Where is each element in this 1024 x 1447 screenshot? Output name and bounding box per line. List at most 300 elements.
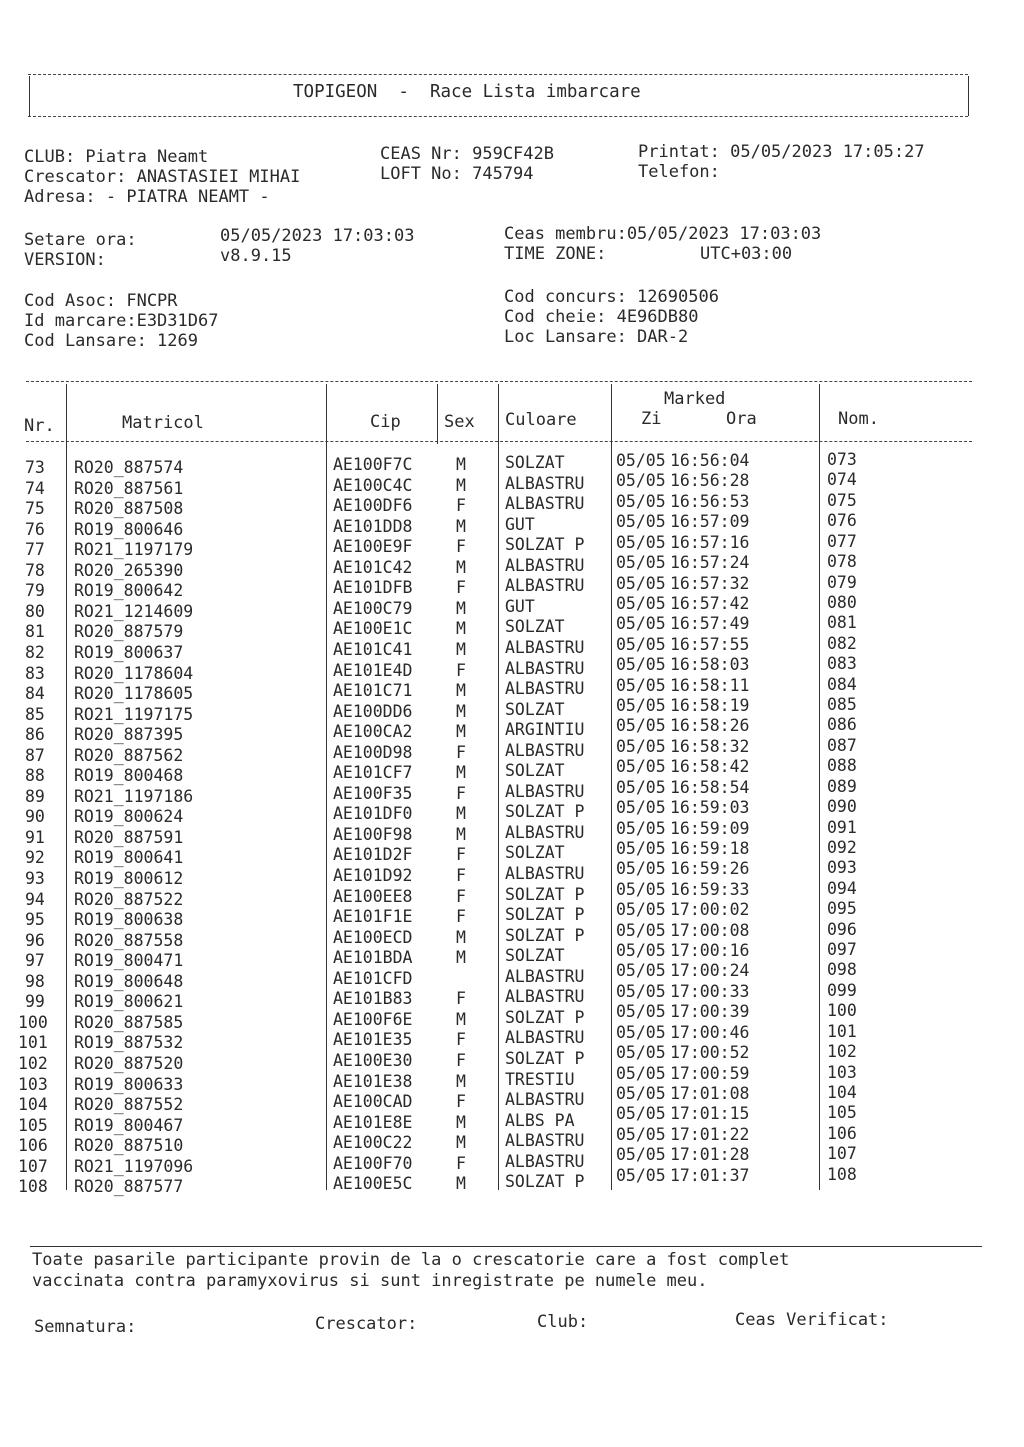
row-nr: 91 — [25, 827, 45, 847]
row-zi: 05/05 — [616, 593, 666, 613]
row-sex: F — [456, 783, 466, 803]
row-nr: 78 — [25, 560, 45, 580]
row-culoare: SOLZAT — [505, 843, 565, 863]
row-cip: AE101DFB — [333, 578, 413, 598]
row-ora: 16:57:16 — [670, 532, 750, 552]
row-sex: F — [456, 1153, 466, 1173]
row-zi: 05/05 — [616, 838, 666, 858]
row-cip: AE101D92 — [333, 866, 413, 885]
row-zi: 05/05 — [616, 1043, 666, 1063]
row-nom: 098 — [827, 960, 857, 980]
statement-line-2: vaccinata contra paramyxovirus si sunt inregistrate pe numele meu. — [32, 1271, 708, 1291]
row-nr: 107 — [18, 1156, 48, 1176]
row-cip: AE101E4D — [333, 660, 413, 680]
row-nom: 103 — [827, 1062, 857, 1082]
row-nom: 087 — [827, 735, 857, 755]
row-ora: 17:00:52 — [670, 1043, 750, 1063]
row-culoare: ALBASTRU — [505, 781, 585, 801]
row-ora: 16:58:26 — [670, 716, 750, 736]
row-matricol: RO19_800468 — [74, 766, 184, 786]
row-nom: 099 — [827, 980, 857, 1000]
row-culoare: SOLZAT P — [505, 1048, 585, 1068]
row-cip: AE101C41 — [333, 639, 413, 659]
row-ora: 16:56:53 — [670, 491, 750, 511]
row-ora: 17:01:15 — [670, 1104, 750, 1124]
row-sex: F — [456, 845, 466, 865]
row-ora: 16:58:54 — [670, 777, 750, 797]
row-sex: F — [456, 742, 466, 762]
row-zi: 05/05 — [616, 736, 666, 756]
row-matricol: RO20_887522 — [74, 889, 184, 909]
row-cip: AE100CAD — [333, 1092, 413, 1112]
row-ora: 16:56:04 — [670, 451, 750, 470]
row-zi: 05/05 — [616, 1002, 666, 1022]
row-zi: 05/05 — [616, 634, 666, 654]
row-matricol: RO20_887591 — [74, 827, 184, 847]
row-sex: F — [456, 886, 466, 906]
row-ora: 17:01:28 — [670, 1145, 750, 1165]
row-nom: 090 — [827, 797, 857, 817]
cod-concurs-field: Cod concurs: 12690506 — [504, 287, 719, 307]
row-zi: 05/05 — [616, 1063, 666, 1083]
row-ora: 16:57:55 — [670, 634, 750, 654]
row-ora: 16:56:28 — [670, 471, 750, 491]
row-matricol: RO20_887552 — [74, 1095, 184, 1115]
row-culoare: ALBASTRU — [505, 1131, 585, 1151]
row-cip: AE100E1C — [333, 619, 413, 639]
row-culoare: ALBASTRU — [505, 1028, 585, 1048]
row-nom: 077 — [827, 531, 857, 551]
row-nr: 98 — [25, 971, 45, 991]
row-nom: 094 — [827, 878, 857, 898]
row-matricol: RO21_1197175 — [74, 704, 194, 724]
row-nr: 90 — [25, 807, 45, 827]
time-zone-value: UTC+03:00 — [700, 244, 793, 264]
row-sex: M — [456, 681, 466, 701]
row-cip: AE100E9F — [333, 537, 413, 557]
row-nom: 097 — [827, 940, 857, 960]
row-ora: 16:57:49 — [670, 614, 750, 634]
row-nr: 88 — [25, 766, 45, 786]
row-cip: AE101BDA — [333, 948, 413, 968]
row-cip: AE101E38 — [333, 1071, 413, 1091]
row-zi: 05/05 — [616, 1124, 666, 1144]
row-nr: 89 — [25, 786, 45, 806]
row-zi: 05/05 — [616, 451, 666, 470]
club-field: CLUB: Piatra Neamt — [24, 147, 209, 167]
row-nom: 102 — [827, 1042, 857, 1062]
row-culoare: ALBASTRU — [505, 679, 585, 699]
row-ora: 16:59:18 — [670, 838, 750, 858]
row-nom: 105 — [827, 1103, 857, 1123]
row-zi: 05/05 — [616, 655, 666, 675]
adresa-field: Adresa: - PIATRA NEAMT - — [24, 187, 270, 207]
row-sex: F — [456, 1030, 466, 1050]
row-culoare: SOLZAT P — [505, 535, 585, 555]
row-ora: 17:01:37 — [670, 1165, 750, 1185]
col-header-culoare: Culoare — [505, 410, 577, 430]
row-zi: 05/05 — [616, 941, 666, 961]
col-header-marked: Marked — [664, 389, 726, 409]
col-header-sex: Sex — [444, 412, 475, 432]
club-signature-label: Club: — [537, 1312, 589, 1332]
row-culoare: ALBASTRU — [505, 1090, 585, 1110]
row-cip: AE100C4C — [333, 475, 413, 495]
row-cip: AE100ECD — [333, 927, 413, 947]
row-nr: 96 — [25, 930, 45, 950]
row-matricol: RO19_800646 — [74, 519, 184, 539]
row-nr: 94 — [25, 889, 45, 909]
row-nom: 084 — [827, 674, 857, 694]
row-nom: 078 — [827, 552, 857, 572]
row-culoare: SOLZAT P — [505, 1007, 585, 1027]
col-header-nom: Nom. — [838, 409, 879, 429]
version-value: v8.9.15 — [220, 246, 292, 266]
row-zi: 05/05 — [616, 1165, 666, 1185]
row-sex: M — [456, 516, 466, 536]
row-sex: M — [456, 455, 466, 474]
row-culoare: ALBASTRU — [505, 864, 585, 883]
row-ora: 17:00:24 — [670, 961, 750, 981]
row-nom: 075 — [827, 490, 857, 510]
page-title: TOPIGEON - Race Lista imbarcare — [293, 82, 641, 102]
row-cip: AE101B83 — [333, 989, 413, 1009]
row-ora: 17:00:59 — [670, 1063, 750, 1083]
row-sex: M — [456, 763, 466, 783]
row-ora: 16:57:24 — [670, 553, 750, 573]
row-sex: F — [456, 907, 466, 927]
row-culoare: ALBASTRU — [505, 658, 585, 678]
row-sex: M — [456, 598, 466, 618]
version-label: VERSION: — [24, 250, 106, 270]
row-ora: 16:59:03 — [670, 798, 750, 818]
row-zi: 05/05 — [616, 553, 666, 573]
row-nr: 101 — [18, 1033, 48, 1053]
row-nom: 100 — [827, 1001, 857, 1021]
row-sex: F — [456, 1092, 466, 1112]
row-sex: F — [456, 1050, 466, 1070]
cod-asoc-field: Cod Asoc: FNCPR — [24, 291, 178, 311]
row-sex: F — [456, 496, 466, 516]
row-culoare: SOLZAT P — [505, 1172, 585, 1192]
id-marcare-field: Id marcare:E3D31D67 — [24, 311, 219, 331]
row-cip: AE101DF0 — [333, 804, 413, 824]
row-matricol: RO20_887395 — [74, 725, 184, 745]
row-ora: 16:58:19 — [670, 696, 750, 716]
row-nr: 81 — [25, 622, 45, 642]
row-matricol: RO19_800612 — [74, 869, 184, 888]
row-cip: AE101F1E — [333, 907, 413, 927]
row-nr: 74 — [25, 478, 45, 498]
signature-label: Semnatura: — [34, 1317, 137, 1337]
row-nom: 081 — [827, 613, 857, 633]
row-ora: 16:58:03 — [670, 655, 750, 675]
statement-line-1: Toate pasarile participante provin de la o crescatorie care a fost complet — [32, 1250, 790, 1270]
row-matricol: RO20_887562 — [74, 745, 184, 765]
row-nom: 089 — [827, 776, 857, 796]
row-ora: 17:01:08 — [670, 1083, 750, 1103]
row-culoare: SOLZAT P — [505, 802, 585, 822]
row-culoare: SOLZAT P — [505, 884, 585, 904]
row-matricol: RO20_887520 — [74, 1053, 184, 1073]
row-matricol: RO21_1197179 — [74, 540, 194, 560]
title-box-bottom — [28, 116, 968, 117]
row-sex: M — [456, 927, 466, 947]
row-sex: M — [456, 1174, 466, 1194]
row-nr: 73 — [25, 458, 45, 477]
row-culoare: ALBASTRU — [505, 576, 585, 596]
row-culoare: SOLZAT — [505, 946, 565, 966]
col-header-zi: Zi — [641, 409, 662, 429]
row-sex: F — [456, 989, 466, 1009]
row-matricol: RO19_800471 — [74, 951, 184, 971]
row-nom: 082 — [827, 633, 857, 653]
row-matricol: RO19_800648 — [74, 971, 184, 991]
col-header-ora: Ora — [726, 409, 757, 429]
row-zi: 05/05 — [616, 1022, 666, 1042]
row-sex: F — [456, 578, 466, 598]
row-matricol: RO20_887579 — [74, 622, 184, 642]
row-ora: 16:57:09 — [670, 512, 750, 532]
row-sex: M — [456, 475, 466, 495]
row-zi: 05/05 — [616, 532, 666, 552]
row-cip: AE100F35 — [333, 783, 413, 803]
row-matricol: RO19_800642 — [74, 581, 184, 601]
row-nom: 079 — [827, 572, 857, 592]
row-nom: 104 — [827, 1082, 857, 1102]
row-ora: 17:00:02 — [670, 900, 750, 920]
crescator-field: Crescator: ANASTASIEI MIHAI — [24, 167, 301, 187]
col-sep-3 — [437, 384, 438, 444]
row-sex: M — [456, 804, 466, 824]
row-cip: AE100DD6 — [333, 701, 413, 721]
row-zi: 05/05 — [616, 961, 666, 981]
row-cip: AE100CA2 — [333, 722, 413, 742]
row-ora: 16:57:32 — [670, 573, 750, 593]
row-nr: 104 — [18, 1095, 48, 1115]
row-nom: 088 — [827, 756, 857, 776]
row-culoare: SOLZAT P — [505, 905, 585, 925]
row-nr: 86 — [25, 725, 45, 745]
row-culoare: ALBASTRU — [505, 822, 585, 842]
row-culoare: ALBASTRU — [505, 637, 585, 657]
row-sex: M — [456, 1071, 466, 1091]
row-cip: AE101CF7 — [333, 763, 413, 783]
row-nr: 82 — [25, 642, 45, 662]
col-header-matricol: Matricol — [122, 413, 204, 433]
row-cip: AE100E5C — [333, 1174, 413, 1194]
row-matricol: RO19_800633 — [74, 1074, 184, 1094]
cod-cheie-field: Cod cheie: 4E96DB80 — [504, 307, 699, 327]
row-matricol: RO19_800621 — [74, 992, 184, 1012]
telefon-field: Telefon: — [638, 162, 720, 182]
row-zi: 05/05 — [616, 798, 666, 818]
row-ora: 17:00:33 — [670, 981, 750, 1001]
row-cip: AE101C71 — [333, 681, 413, 701]
row-culoare: ALBASTRU — [505, 740, 585, 760]
ceas-membru-field: Ceas membru:05/05/2023 17:03:03 — [504, 224, 822, 244]
row-zi: 05/05 — [616, 675, 666, 695]
row-zi: 05/05 — [616, 512, 666, 532]
row-nr: 84 — [25, 684, 45, 704]
row-zi: 05/05 — [616, 471, 666, 491]
row-cip: AE101CFD — [333, 968, 413, 988]
row-matricol: RO19_800638 — [74, 910, 184, 930]
row-ora: 17:00:08 — [670, 920, 750, 940]
col-header-cip: Cip — [370, 412, 401, 432]
row-ora: 17:00:46 — [670, 1022, 750, 1042]
setare-ora-label: Setare ora: — [24, 230, 137, 250]
title-box-top — [28, 74, 968, 75]
row-ora: 16:58:11 — [670, 675, 750, 695]
col-header-nr: Nr. — [24, 416, 55, 436]
ceas-nr-field: CEAS Nr: 959CF42B — [380, 144, 554, 164]
row-nr: 80 — [25, 601, 45, 621]
row-culoare: SOLZAT P — [505, 925, 585, 945]
title-box-left — [29, 76, 30, 116]
row-cip: AE100F70 — [333, 1153, 413, 1173]
row-zi: 05/05 — [616, 777, 666, 797]
row-culoare: ALBASTRU — [505, 555, 585, 575]
row-zi: 05/05 — [616, 716, 666, 736]
row-nr: 76 — [25, 519, 45, 539]
row-culoare: ALBASTRU — [505, 473, 585, 493]
cod-lansare-field: Cod Lansare: 1269 — [24, 331, 198, 351]
row-nr: 106 — [18, 1136, 48, 1156]
row-nr: 75 — [25, 499, 45, 519]
row-nr: 85 — [25, 704, 45, 724]
row-cip: AE100DF6 — [333, 496, 413, 516]
row-cip: AE100C79 — [333, 598, 413, 618]
row-cip: AE100C22 — [333, 1133, 413, 1153]
row-nr: 103 — [18, 1074, 48, 1094]
row-matricol: RO20_887574 — [74, 458, 184, 477]
row-zi: 05/05 — [616, 491, 666, 511]
row-matricol: RO20_887561 — [74, 478, 184, 498]
row-matricol: RO20_887510 — [74, 1136, 184, 1156]
row-sex: M — [456, 722, 466, 742]
row-cip: AE100F98 — [333, 824, 413, 844]
row-nr: 83 — [25, 663, 45, 683]
row-nom: 086 — [827, 715, 857, 735]
row-sex: M — [456, 1112, 466, 1132]
row-zi: 05/05 — [616, 573, 666, 593]
row-nom: 091 — [827, 817, 857, 837]
row-sex: M — [456, 948, 466, 968]
row-matricol: RO21_1214609 — [74, 601, 194, 621]
row-culoare: ALBASTRU — [505, 987, 585, 1007]
table-top-rule — [26, 381, 972, 382]
row-nr: 79 — [25, 581, 45, 601]
row-zi: 05/05 — [616, 981, 666, 1001]
row-ora: 16:59:09 — [670, 818, 750, 838]
row-sex: M — [456, 639, 466, 659]
row-zi: 05/05 — [616, 696, 666, 716]
row-nom: 083 — [827, 654, 857, 674]
row-zi: 05/05 — [616, 757, 666, 777]
row-ora: 16:58:42 — [670, 757, 750, 777]
row-nr: 100 — [18, 1012, 48, 1032]
footer-rule — [30, 1246, 982, 1247]
row-zi: 05/05 — [616, 818, 666, 838]
loft-no-field: LOFT No: 745794 — [380, 164, 534, 184]
row-cip: AE101D2F — [333, 845, 413, 865]
row-nom: 080 — [827, 592, 857, 612]
row-nom: 096 — [827, 919, 857, 939]
row-ora: 16:59:33 — [670, 879, 750, 899]
row-zi: 05/05 — [616, 1104, 666, 1124]
row-nr: 95 — [25, 910, 45, 930]
row-cip: AE101DD8 — [333, 516, 413, 536]
row-culoare: GUT — [505, 596, 535, 616]
row-sex: M — [456, 619, 466, 639]
printat-field: Printat: 05/05/2023 17:05:27 — [638, 142, 925, 162]
row-culoare: ALBASTRU — [505, 966, 585, 986]
row-nr: 102 — [18, 1053, 48, 1073]
row-ora: 16:59:26 — [670, 859, 750, 879]
row-nr: 92 — [25, 848, 45, 868]
row-nr: 77 — [25, 540, 45, 560]
row-cip: AE101E35 — [333, 1030, 413, 1050]
row-cip: AE100D98 — [333, 742, 413, 762]
row-zi: 05/05 — [616, 859, 666, 879]
row-nr: 99 — [25, 992, 45, 1012]
row-nom: 073 — [827, 450, 857, 469]
row-culoare: ALBASTRU — [505, 1151, 585, 1171]
row-nom: 093 — [827, 858, 857, 878]
row-culoare: SOLZAT — [505, 453, 565, 472]
row-culoare: GUT — [505, 514, 535, 534]
row-sex: M — [456, 701, 466, 721]
row-cip: AE100E30 — [333, 1050, 413, 1070]
row-zi: 05/05 — [616, 920, 666, 940]
row-nom: 092 — [827, 837, 857, 857]
row-ora: 16:58:32 — [670, 736, 750, 756]
row-sex: M — [456, 1133, 466, 1153]
row-matricol: RO19_800641 — [74, 848, 184, 868]
row-culoare: ALBS PA — [505, 1110, 575, 1130]
row-matricol: RO20_265390 — [74, 560, 184, 580]
table-header-rule — [26, 441, 972, 442]
row-nom: 085 — [827, 695, 857, 715]
row-nom: 106 — [827, 1123, 857, 1143]
row-nr: 105 — [18, 1115, 48, 1135]
row-matricol: RO19_887532 — [74, 1033, 184, 1053]
row-nr: 97 — [25, 951, 45, 971]
time-zone-label: TIME ZONE: — [504, 244, 607, 264]
loc-lansare-field: Loc Lansare: DAR-2 — [504, 327, 689, 347]
row-sex: M — [456, 1009, 466, 1029]
row-culoare: SOLZAT — [505, 699, 565, 719]
row-sex: M — [456, 557, 466, 577]
row-culoare: ALBASTRU — [505, 494, 585, 514]
row-nr: 93 — [25, 869, 45, 888]
row-matricol: RO19_800624 — [74, 807, 184, 827]
row-sex: F — [456, 866, 466, 885]
row-cip: AE101C42 — [333, 557, 413, 577]
setare-ora-value: 05/05/2023 17:03:03 — [220, 226, 415, 246]
row-cip: AE100EE8 — [333, 886, 413, 906]
row-matricol: RO20_887508 — [74, 499, 184, 519]
row-matricol: RO20_1178605 — [74, 684, 194, 704]
row-culoare: TRESTIU — [505, 1069, 575, 1089]
row-culoare: SOLZAT — [505, 617, 565, 637]
row-matricol: RO19_800637 — [74, 642, 184, 662]
row-zi: 05/05 — [616, 614, 666, 634]
row-ora: 17:01:22 — [670, 1124, 750, 1144]
row-nr: 108 — [18, 1177, 48, 1197]
row-nom: 108 — [827, 1164, 857, 1184]
